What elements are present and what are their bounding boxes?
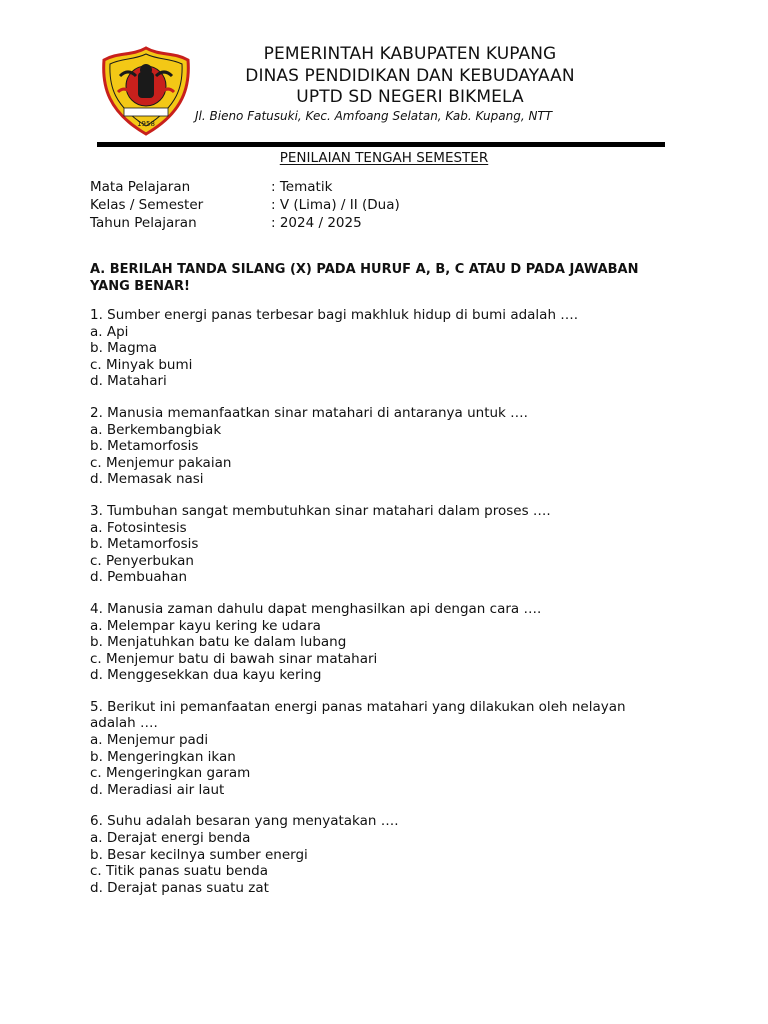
option-b: b. Menjatuhkan batu ke dalam lubang xyxy=(90,634,347,651)
question-3 xyxy=(90,503,650,586)
question-text: 3. Tumbuhan sangat membutuhkan sinar matahari dalam proses …. xyxy=(90,502,551,519)
letterhead-divider xyxy=(97,142,665,147)
info-label: Kelas / Semester xyxy=(90,197,204,213)
option-c: c. Mengeringkan garam xyxy=(90,765,251,782)
option-a: a. Melempar kayu kering ke udara xyxy=(90,617,321,634)
section-a-instruction: A. BERILAH TANDA SILANG (X) PADA HURUF A, B, C ATAU D PADA JAWABAN YANG BENAR! xyxy=(90,262,639,294)
option-b: b. Metamorfosis xyxy=(90,438,199,455)
option-c: c. Titik panas suatu benda xyxy=(90,863,269,880)
option-d: d. Meradiasi air laut xyxy=(90,781,225,798)
option-a: a. Menjemur padi xyxy=(90,732,209,749)
option-b: b. Besar kecilnya sumber energi xyxy=(90,846,308,863)
info-value: : V (Lima) / II (Dua) xyxy=(271,197,400,213)
option-a: a. Derajat energi benda xyxy=(90,830,251,847)
question-text: 1. Sumber energi panas terbesar bagi makhluk hidup di bumi adalah …. xyxy=(90,307,579,323)
option-c: c. Minyak bumi xyxy=(90,356,193,373)
question-text: 6. Suhu adalah besaran yang menyatakan …. xyxy=(90,813,399,830)
question-text: 5. Berikut ini pemanfaatan energi panas matahari yang dilakukan oleh nelayan adalah …. xyxy=(90,698,626,732)
option-c: c. Menjemur pakaian xyxy=(90,454,232,471)
option-a: a. Berkembangbiak xyxy=(90,421,222,438)
question-2 xyxy=(90,405,650,488)
option-a: a. Fotosintesis xyxy=(90,519,187,536)
option-d: d. Matahari xyxy=(90,373,167,390)
question-4 xyxy=(90,601,650,684)
heading-line-school: UPTD SD NEGERI BIKMELA xyxy=(296,87,524,107)
info-row-class-semester xyxy=(90,196,400,214)
school-address: Jl. Bieno Fatusuki, Kec. Amfoang Selatan, Kab. Kupang, NTT xyxy=(195,109,553,123)
heading-line-regency: PEMERINTAH KABUPATEN KUPANG xyxy=(263,44,557,64)
info-value: : 2024 / 2025 xyxy=(271,215,362,231)
option-b: b. Mengeringkan ikan xyxy=(90,748,236,765)
question-text: 2. Manusia memanfaatkan sinar matahari di antaranya untuk …. xyxy=(90,404,528,421)
info-value: : Tematik xyxy=(271,179,333,195)
info-row-school-year xyxy=(90,214,400,232)
letterhead xyxy=(0,0,768,150)
option-b: b. Metamorfosis xyxy=(90,536,199,553)
option-c: c. Menjemur batu di bawah sinar matahari xyxy=(90,650,378,667)
info-label: Tahun Pelajaran xyxy=(90,215,197,231)
question-1 xyxy=(90,307,650,390)
option-a: a. Api xyxy=(90,323,129,340)
document-title: PENILAIAN TENGAH SEMESTER xyxy=(279,150,489,166)
government-heading xyxy=(170,44,650,109)
emblem-year: 1958 xyxy=(137,120,155,128)
info-label: Mata Pelajaran xyxy=(90,179,191,195)
option-d: d. Pembuahan xyxy=(90,569,188,586)
heading-line-department: DINAS PENDIDIKAN DAN KEBUDAYAAN xyxy=(245,65,575,86)
exam-info xyxy=(90,178,400,232)
question-5 xyxy=(90,699,650,799)
option-c: c. Penyerbukan xyxy=(90,552,194,569)
option-d: d. Memasak nasi xyxy=(90,471,204,488)
option-b: b. Magma xyxy=(90,340,158,357)
question-6 xyxy=(90,813,650,896)
question-text: 4. Manusia zaman dahulu dapat menghasilkan api dengan cara …. xyxy=(90,600,542,617)
option-d: d. Derajat panas suatu zat xyxy=(90,879,269,896)
question-list xyxy=(90,307,650,911)
info-row-subject xyxy=(90,178,400,196)
option-d: d. Menggesekkan dua kayu kering xyxy=(90,667,322,684)
